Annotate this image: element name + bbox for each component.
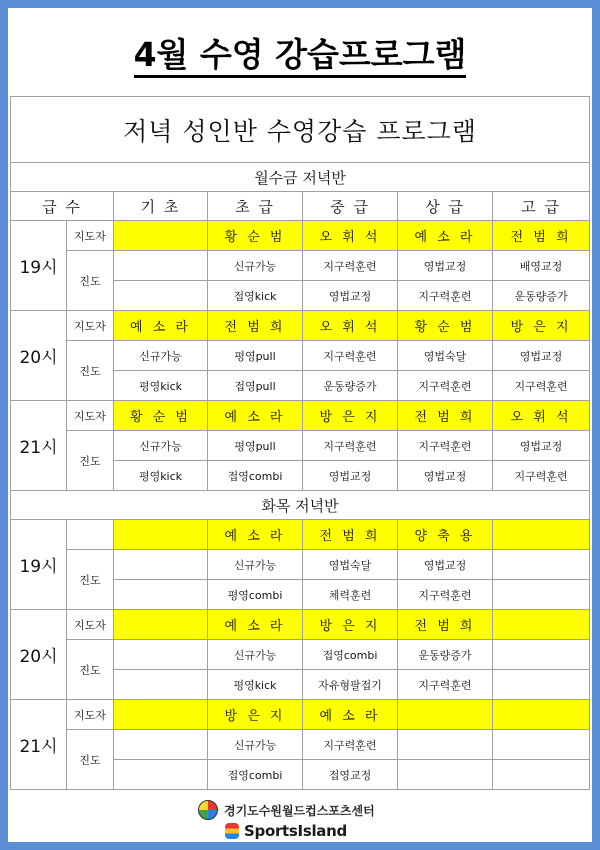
org-name: 경기도수원월드컵스포츠센터	[224, 803, 375, 818]
org-logo	[198, 800, 375, 820]
level-col-header: 초 급	[208, 192, 303, 221]
progress-item: 운동량증가	[398, 640, 493, 670]
instructor-name	[114, 221, 208, 251]
soccer-ball-icon	[198, 800, 218, 820]
progress-item: 운동량증가	[303, 371, 398, 401]
instructor-name: 전 범 희	[208, 311, 303, 341]
progress-item: 영법교정	[493, 341, 590, 371]
progress-item: 지구력훈련	[398, 580, 493, 610]
section-title-row	[11, 163, 590, 192]
progress-label: 진도	[67, 341, 114, 401]
progress-label: 진도	[67, 550, 114, 610]
progress-item	[493, 760, 590, 790]
instructor-row	[11, 221, 590, 251]
main-title: 4월 수영 강습프로그램	[8, 30, 592, 80]
progress-item: 평영kick	[114, 371, 208, 401]
instructor-name	[493, 610, 590, 640]
level-col-header: 고 급	[493, 192, 590, 221]
instructor-name: 황 순 범	[208, 221, 303, 251]
brand-logo	[225, 821, 347, 841]
instructor-name: 오 휘 석	[303, 221, 398, 251]
progress-row	[11, 550, 590, 580]
progress-item: 지구력훈련	[493, 371, 590, 401]
progress-item: 지구력훈련	[398, 281, 493, 311]
progress-item: 평영kick	[208, 670, 303, 700]
progress-item: 신규가능	[114, 341, 208, 371]
progress-item: 접영combi	[208, 461, 303, 491]
progress-item	[493, 550, 590, 580]
instructor-name: 방 은 지	[303, 610, 398, 640]
progress-item: 영법교정	[303, 281, 398, 311]
progress-item: 접영교정	[303, 760, 398, 790]
progress-item: 영법교정	[398, 461, 493, 491]
subtitle-row	[11, 97, 590, 163]
progress-item	[114, 251, 208, 281]
progress-item: 자유형팔접기	[303, 670, 398, 700]
progress-item	[493, 580, 590, 610]
instructor-name: 예 소 라	[303, 700, 398, 730]
instructor-name: 전 범 희	[493, 221, 590, 251]
time-slot: 20시	[11, 311, 67, 401]
instructor-label: 지도자	[67, 221, 114, 251]
progress-item: 영법숙달	[398, 341, 493, 371]
instructor-name: 방 은 지	[493, 311, 590, 341]
subtitle: 저녁 성인반 수영강습 프로그램	[11, 97, 590, 163]
time-slot: 21시	[11, 700, 67, 790]
instructor-label: 지도자	[67, 610, 114, 640]
instructor-name: 방 은 지	[208, 700, 303, 730]
progress-label: 진도	[67, 730, 114, 790]
instructor-name	[114, 700, 208, 730]
instructor-name: 전 범 희	[398, 401, 493, 431]
progress-item: 운동량증가	[493, 281, 590, 311]
progress-item: 체력훈련	[303, 580, 398, 610]
progress-item	[114, 640, 208, 670]
instructor-name: 전 범 희	[303, 520, 398, 550]
instructor-name	[114, 520, 208, 550]
instructor-row	[11, 311, 590, 341]
progress-item: 영법숙달	[303, 550, 398, 580]
progress-item	[114, 730, 208, 760]
progress-item: 영법교정	[493, 431, 590, 461]
schedule-page	[8, 8, 592, 842]
instructor-label: 지도자	[67, 700, 114, 730]
section-title-row	[11, 491, 590, 520]
progress-item: 지구력훈련	[398, 371, 493, 401]
progress-item: 평영pull	[208, 341, 303, 371]
progress-item: 평영kick	[114, 461, 208, 491]
progress-item: 지구력훈련	[398, 431, 493, 461]
progress-item	[114, 760, 208, 790]
header-row	[11, 192, 590, 221]
progress-item: 접영combi	[208, 760, 303, 790]
instructor-name: 양 축 용	[398, 520, 493, 550]
instructor-name: 오 휘 석	[493, 401, 590, 431]
instructor-row	[11, 520, 590, 550]
instructor-name: 예 소 라	[114, 311, 208, 341]
instructor-label: 지도자	[67, 311, 114, 341]
progress-row	[11, 640, 590, 670]
progress-item: 평영pull	[208, 431, 303, 461]
instructor-name: 예 소 라	[208, 520, 303, 550]
instructor-row	[11, 700, 590, 730]
progress-item: 신규가능	[208, 251, 303, 281]
instructor-name: 오 휘 석	[303, 311, 398, 341]
progress-item: 영법교정	[398, 251, 493, 281]
progress-item: 지구력훈련	[493, 461, 590, 491]
instructor-name	[114, 610, 208, 640]
instructor-name: 방 은 지	[303, 401, 398, 431]
instructor-name: 예 소 라	[208, 610, 303, 640]
time-slot: 21시	[11, 401, 67, 491]
progress-row	[11, 251, 590, 281]
instructor-row	[11, 401, 590, 431]
progress-item: 지구력훈련	[398, 670, 493, 700]
level-col-header: 상 급	[398, 192, 493, 221]
progress-item: 접영combi	[303, 640, 398, 670]
instructor-label: 지도자	[67, 401, 114, 431]
progress-row	[11, 341, 590, 371]
instructor-name: 예 소 라	[398, 221, 493, 251]
progress-item: 지구력훈련	[303, 730, 398, 760]
time-slot: 19시	[11, 520, 67, 610]
progress-item	[114, 670, 208, 700]
instructor-name: 전 범 희	[398, 610, 493, 640]
progress-item: 지구력훈련	[303, 251, 398, 281]
progress-item: 접영kick	[208, 281, 303, 311]
progress-item: 배영교정	[493, 251, 590, 281]
progress-item: 신규가능	[208, 640, 303, 670]
section-title: 화목 저녁반	[11, 491, 590, 520]
progress-item: 신규가능	[208, 550, 303, 580]
instructor-name	[493, 520, 590, 550]
level-header: 급 수	[11, 192, 114, 221]
level-col-header: 기 초	[114, 192, 208, 221]
progress-item	[493, 730, 590, 760]
time-slot: 20시	[11, 610, 67, 700]
schedule-table	[10, 96, 590, 790]
progress-item: 영법교정	[303, 461, 398, 491]
progress-item	[493, 640, 590, 670]
instructor-row	[11, 610, 590, 640]
progress-item	[398, 760, 493, 790]
instructor-name: 황 순 범	[398, 311, 493, 341]
progress-item: 신규가능	[208, 730, 303, 760]
instructor-name: 예 소 라	[208, 401, 303, 431]
progress-item	[114, 580, 208, 610]
footer	[8, 796, 592, 842]
progress-label: 진도	[67, 251, 114, 311]
progress-label: 진도	[67, 431, 114, 491]
instructor-label	[67, 520, 114, 550]
instructor-name	[493, 700, 590, 730]
progress-item: 신규가능	[114, 431, 208, 461]
instructor-name: 황 순 범	[114, 401, 208, 431]
progress-item: 접영pull	[208, 371, 303, 401]
progress-item: 영법교정	[398, 550, 493, 580]
progress-item	[114, 281, 208, 311]
brand-name: SportsIsland	[244, 822, 347, 840]
sports-island-s-icon	[225, 823, 239, 839]
progress-item	[114, 550, 208, 580]
progress-item: 평영combi	[208, 580, 303, 610]
section-title: 월수금 저녁반	[11, 163, 590, 192]
instructor-name	[398, 700, 493, 730]
progress-item: 지구력훈련	[303, 341, 398, 371]
progress-item	[398, 730, 493, 760]
level-col-header: 중 급	[303, 192, 398, 221]
time-slot: 19시	[11, 221, 67, 311]
progress-row	[11, 730, 590, 760]
progress-item: 지구력훈련	[303, 431, 398, 461]
progress-label: 진도	[67, 640, 114, 700]
progress-item	[493, 670, 590, 700]
progress-row	[11, 431, 590, 461]
